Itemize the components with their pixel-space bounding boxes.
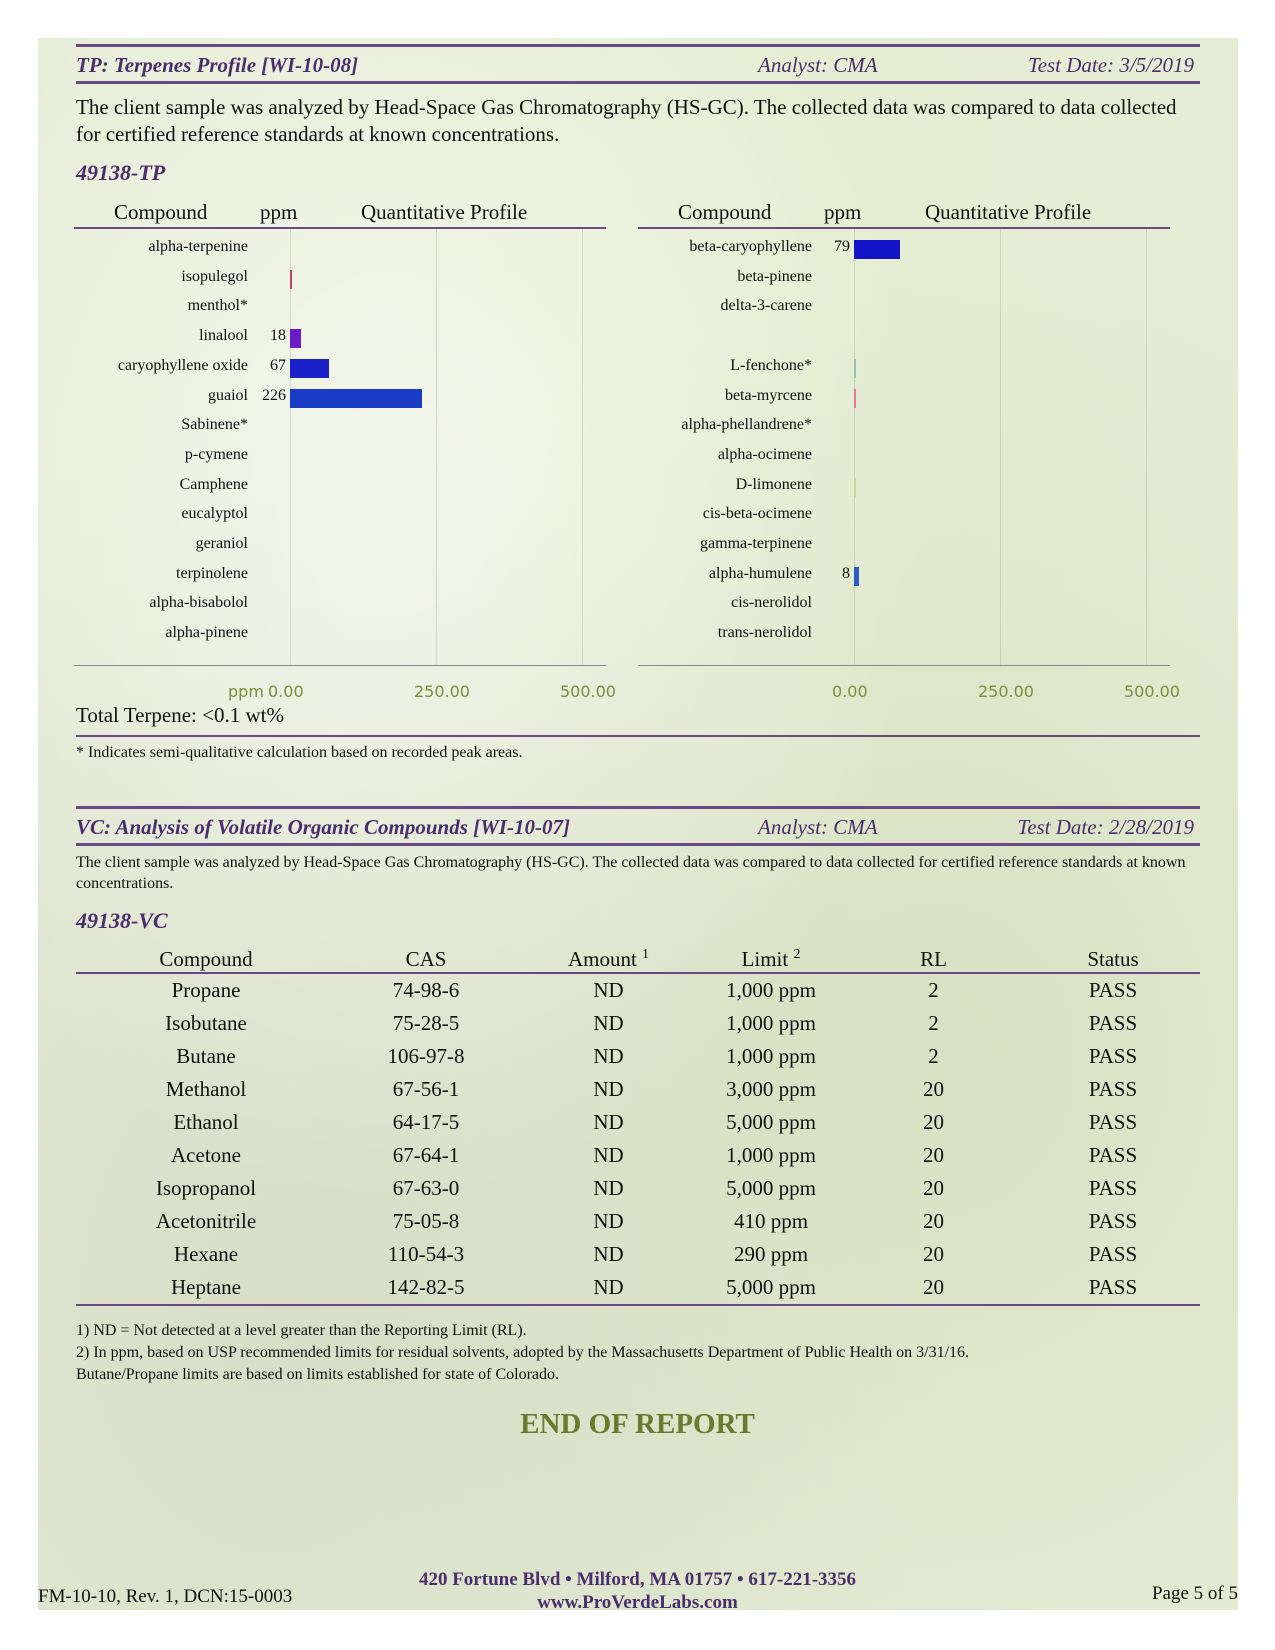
note-butane-propane: Butane/Propane limits are based on limits established for state of Colorado. [76,1366,560,1383]
cell-rl: 20 [923,1143,944,1167]
cell-rl: 20 [923,1242,944,1266]
cell-status: PASS [1026,1271,1200,1305]
col-header-limit: Limit $^2$ [701,944,841,973]
terpene-bar [854,240,900,259]
note-usp-limits: 2) In ppm, based on USP recommended limits for residual solvents, adopted by the Massachusetts Department of Public Health on 3/31/16. [76,1344,970,1361]
divider [76,735,1200,737]
x-tick-label: 500.00 [560,682,616,701]
table-row [76,973,1200,1007]
cell-limit: 410 ppm [733,1209,809,1233]
cell-cas: 67-63-0 [392,1176,460,1200]
terpene-row [638,293,1170,323]
terpene-row [74,383,606,413]
compound-name: geraniol [195,535,248,552]
semi-qualitative-footnote: * Indicates semi-qualitative calculation based on recorded peak areas. [76,744,523,761]
terpene-bar [290,329,301,348]
end-of-report: END OF REPORT [520,1408,755,1440]
terpene-row [74,501,606,531]
compound-name: trans-nerolidol [717,624,812,642]
terpene-row [74,353,606,383]
col-header-status: Status [1026,944,1200,973]
compound-name: alpha-ocimene [717,445,812,463]
terpenes-sample-id: 49138-TP [76,160,166,185]
table-row [76,1073,1200,1106]
vc-results-table [76,944,1200,1306]
cell-amount: ND [593,978,624,1002]
terpene-bar [290,270,292,289]
cell-rl: 20 [923,1110,944,1134]
vc-analyst: Analyst: CMA [758,815,878,839]
cell-limit: 1,000 ppm [726,1011,816,1035]
chart-baseline [74,665,606,666]
terpene-row [638,472,1170,502]
cell-status: PASS [1088,1110,1138,1134]
compound-name: p-cymene [184,445,248,463]
compound-name: terpinolene [176,564,248,582]
cell-cas: 75-05-8 [392,1209,460,1233]
terpene-row [638,383,1170,413]
terpene-row [638,531,1170,561]
terpene-row [638,412,1170,442]
terpene-bar [854,359,856,378]
cell-status: PASS [1088,1044,1138,1068]
cell-compound: Hexane [173,1242,239,1266]
terpene-row [638,234,1170,264]
compound-name: caryophyllene oxide [117,356,248,374]
cell-status: PASS [1088,1077,1138,1101]
compound-name: alpha-terpenine [148,238,248,255]
cell-status: PASS [1088,1011,1138,1035]
x-tick-label: 250.00 [978,682,1034,701]
table-row [76,1106,1200,1139]
compound-name: cis-nerolidol [731,594,812,612]
cell-limit: 1,000 ppm [726,978,816,1002]
terpene-row [74,620,606,650]
cell-cas: 110-54-3 [387,1242,465,1266]
terpene-row [74,590,606,620]
terpene-bar [854,478,856,497]
cell-compound: Isobutane [165,1011,247,1035]
table-row [76,1007,1200,1040]
cell-compound: Heptane [76,1271,336,1305]
footer-page-number: Page 5 of 5 [1151,1583,1238,1604]
compound-name: beta-caryophyllene [689,238,812,255]
cell-limit: 290 ppm [733,1242,809,1266]
terpene-row [74,531,606,561]
compound-name: delta-3-carene [720,297,812,315]
terpene-row [74,412,606,442]
chart-header-rule [74,227,606,229]
ppm-value: 8 [842,564,850,582]
cell-amount: ND [593,1044,624,1068]
col-header-rl: RL [841,944,1026,973]
compound-name: beta-pinene [737,267,812,285]
terpene-row [74,293,606,323]
cell-cas: 64-17-5 [392,1110,460,1134]
col-ppm: ppm [824,200,862,224]
cell-limit: 1,000 ppm [726,1143,816,1167]
cell-cas: 67-64-1 [392,1143,460,1167]
col-compound: Compound [678,200,772,224]
cell-limit: 5,000 ppm [726,1176,816,1200]
compound-name: beta-myrcene [724,386,812,404]
terpene-row [638,620,1170,650]
table-row [76,1238,1200,1271]
cell-cas: 142-82-5 [336,1271,516,1305]
col-header-cas: CAS [336,944,516,973]
compound-name: isopulegol [181,267,248,285]
terpenes-analyst: Analyst: CMA [758,53,878,77]
cell-rl: 20 [841,1271,1026,1305]
terpene-row [74,264,606,294]
cell-amount: ND [593,1011,624,1035]
x-tick-label: 0.00 [832,682,868,701]
cell-status: PASS [1088,1176,1138,1200]
compound-name: alpha-humulene [708,564,812,582]
note-nd: 1) ND = Not detected at a level greater than the Reporting Limit (RL). [76,1322,527,1339]
cell-compound: Butane [176,1044,236,1068]
cell-rl: 20 [923,1176,944,1200]
x-tick-label: 500.00 [1124,682,1180,701]
terpene-row [74,561,606,591]
vc-section-header [76,806,1200,846]
ppm-value: 67 [270,356,286,374]
ppm-value: 18 [270,327,286,345]
table-header-row [76,944,1200,973]
compound-name: guaiol [208,386,248,404]
ppm-value: 226 [262,386,286,404]
ppm-value: 79 [834,238,850,255]
col-quantitative-profile: Quantitative Profile [361,200,528,224]
x-tick-label: 250.00 [414,682,470,701]
cell-compound: Propane [171,978,241,1002]
terpenes-chart-right [638,196,1180,704]
col-header-amount: Amount $^1$ [516,944,701,973]
x-tick-label: 0.00 [268,682,304,701]
cell-limit: 1,000 ppm [726,1044,816,1068]
table-row [76,1271,1200,1305]
cell-rl: 2 [928,1044,939,1068]
cell-amount: ND [593,1143,624,1167]
compound-name: menthol* [187,297,248,315]
terpene-row [638,353,1170,383]
table-row [76,1172,1200,1205]
terpene-bar [854,567,859,586]
col-compound: Compound [114,200,208,224]
cell-compound: Ethanol [173,1110,239,1134]
cell-rl: 20 [923,1209,944,1233]
terpene-row [638,442,1170,472]
vc-sample-id: 49138-VC [76,908,168,933]
table-row [76,1040,1200,1073]
terpenes-description: The client sample was analyzed by Head-Space Gas Chromatography (HS-GC). The collected data was compared to data collected for certified reference standards at known concentrations. [76,95,1177,146]
cell-cas: 67-56-1 [392,1077,460,1101]
chart-header-rule [638,227,1170,229]
cell-amount: ND [516,1271,701,1305]
compound-name: D-limonene [735,475,812,493]
cell-status: PASS [1088,1143,1138,1167]
terpenes-section-header [76,44,1200,84]
cell-amount: ND [593,1077,624,1101]
terpene-row [638,561,1170,591]
vc-title: VC: Analysis of Volatile Organic Compounds [WI-10-07] [76,815,570,839]
compound-name: Camphene [179,475,248,493]
cell-status: PASS [1088,978,1138,1002]
vc-notes [76,1320,969,1386]
terpenes-title: TP: Terpenes Profile [WI-10-08] [76,53,359,77]
compound-name: eucalyptol [181,505,248,523]
cell-cas: 106-97-8 [387,1044,465,1068]
cell-rl: 2 [928,978,939,1002]
vc-description: The client sample was analyzed by Head-Space Gas Chromatography (HS-GC). The collected data was compared to data collected for certified reference standards at known concentrations. [76,854,1186,892]
col-ppm: ppm [260,200,298,224]
chart-baseline [638,665,1170,666]
footer-form-id: FM-10-10, Rev. 1, DCN:15-0003 [38,1586,293,1607]
cell-amount: ND [593,1176,624,1200]
compound-name: gamma-terpinene [700,535,812,552]
terpene-bar [290,389,422,408]
terpenes-chart-left [74,196,616,704]
terpene-row [74,472,606,502]
table-row [76,1139,1200,1172]
cell-limit: 5,000 ppm [701,1271,841,1305]
compound-name: Sabinene* [181,416,248,434]
col-quantitative-profile: Quantitative Profile [925,200,1092,224]
cell-status: PASS [1088,1209,1138,1233]
table-row [76,1205,1200,1238]
footer-address: 420 Fortune Blvd • Milford, MA 01757 • 617-221-3356 [418,1569,857,1590]
terpene-row [74,323,606,353]
footer-website[interactable]: www.ProVerdeLabs.com [537,1592,738,1613]
terpenes-test-date: Test Date: 3/5/2019 [1027,53,1194,77]
cell-status: PASS [1088,1242,1138,1266]
cell-amount: ND [593,1110,624,1134]
cell-cas: 74-98-6 [392,978,460,1002]
cell-compound: Methanol [165,1077,247,1101]
total-terpene: Total Terpene: <0.1 wt% [76,703,284,727]
cell-rl: 2 [928,1011,939,1035]
terpene-row [638,264,1170,294]
cell-compound: Acetone [171,1143,241,1167]
terpene-bar [854,389,856,408]
axis-unit-label: ppm [228,682,264,701]
terpene-row [74,234,606,264]
compound-name: L-fenchone* [730,356,812,374]
terpene-row [638,501,1170,531]
compound-name: alpha-phellandrene* [681,416,812,434]
col-header-compound: Compound [76,944,336,973]
cell-compound: Isopropanol [155,1176,257,1200]
cell-limit: 5,000 ppm [726,1110,816,1134]
compound-name: cis-beta-ocimene [702,505,812,523]
compound-name: alpha-bisabolol [149,594,248,612]
terpene-row [638,590,1170,620]
terpene-row [74,442,606,472]
terpene-row [638,323,1170,353]
cell-limit: 3,000 ppm [726,1077,816,1101]
compound-name: alpha-pinene [165,624,248,642]
cell-compound: Acetonitrile [155,1209,257,1233]
vc-test-date: Test Date: 2/28/2019 [1017,815,1194,839]
cell-rl: 20 [923,1077,944,1101]
terpene-bar [290,359,329,378]
cell-amount: ND [593,1209,624,1233]
cell-cas: 75-28-5 [392,1011,460,1035]
compound-name: linalool [199,327,248,345]
cell-amount: ND [593,1242,624,1266]
